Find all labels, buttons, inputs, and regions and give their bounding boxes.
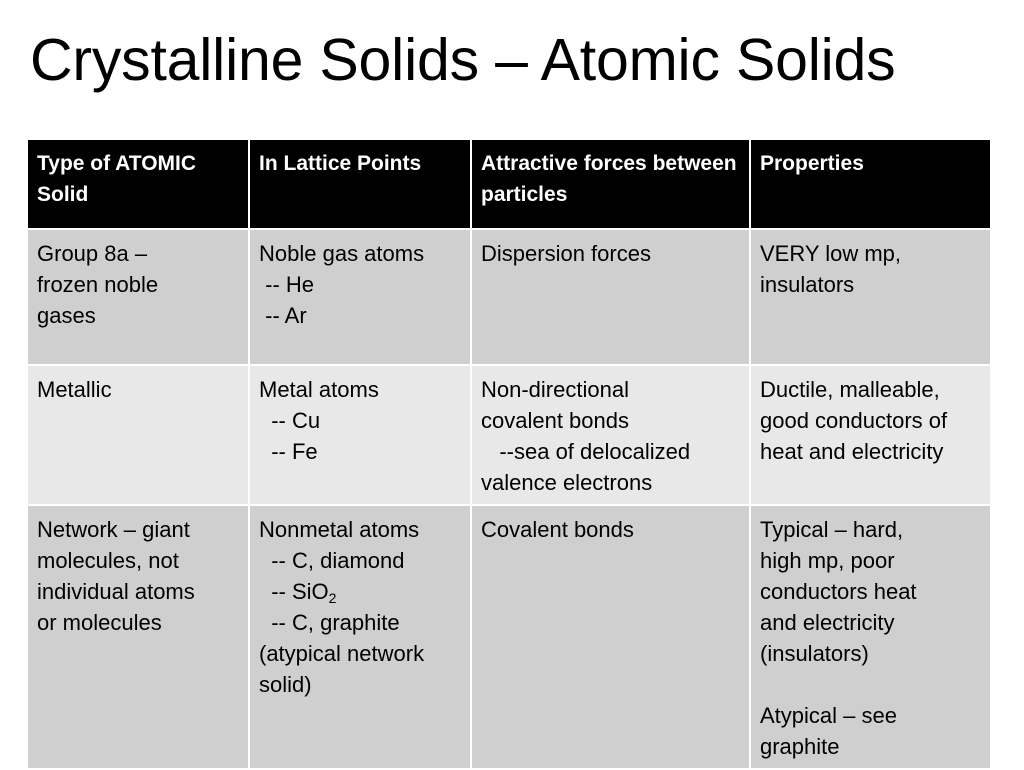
sio2-text: -- SiO [259, 579, 329, 604]
cell-properties [750, 505, 991, 769]
cell-lattice [249, 365, 471, 505]
cell-line: Network – giant [37, 517, 190, 542]
cell-line: VERY low mp, [760, 241, 902, 266]
cell-line: frozen noble [37, 272, 159, 297]
cell-line: Dispersion forces [481, 241, 651, 266]
cell-line: Typical – hard, [760, 517, 904, 542]
cell-line: good conductors of [760, 408, 948, 433]
paragraph-gap [760, 669, 982, 700]
cell-line: conductors heat [760, 579, 917, 604]
table-row-metallic [27, 365, 991, 505]
cell-line: -- Cu [259, 408, 321, 433]
cell-line: --sea of delocalized [481, 439, 691, 464]
table-row-network [27, 505, 991, 769]
cell-properties [750, 229, 991, 365]
table-row-noble-gases [27, 229, 991, 365]
header-cell-lattice: In Lattice Points [249, 139, 471, 229]
cell-line: and electricity [760, 610, 895, 635]
subscript-two: 2 [328, 590, 337, 606]
cell-forces [471, 365, 750, 505]
cell-line: covalent bonds [481, 408, 629, 433]
cell-line: individual atoms [37, 579, 195, 604]
cell-line: high mp, poor [760, 548, 895, 573]
header-cell-type: Type of ATOMIC Solid [27, 139, 249, 229]
cell-line: -- Fe [259, 439, 318, 464]
cell-line: Covalent bonds [481, 517, 634, 542]
cell-line: Noble gas atoms [259, 241, 425, 266]
cell-line: Metal atoms [259, 377, 379, 402]
cell-type [27, 229, 249, 365]
slide-title: Crystalline Solids – Atomic Solids [30, 27, 896, 93]
cell-line: (atypical network [259, 641, 425, 666]
cell-lattice [249, 505, 471, 769]
cell-line: molecules, not [37, 548, 179, 573]
cell-type [27, 365, 249, 505]
cell-line: -- C, graphite [259, 610, 400, 635]
cell-line: Group 8a – [37, 241, 148, 266]
cell-line: valence electrons [481, 470, 653, 495]
cell-type [27, 505, 249, 769]
cell-lattice [249, 229, 471, 365]
cell-line: -- C, diamond [259, 548, 405, 573]
cell-forces [471, 229, 750, 365]
cell-line: Atypical – see [760, 703, 897, 728]
cell-line: Nonmetal atoms [259, 517, 420, 542]
cell-line: (insulators) [760, 641, 869, 666]
cell-line: gases [37, 303, 96, 328]
cell-line: -- Ar [259, 303, 307, 328]
cell-line: Ductile, malleable, [760, 377, 940, 402]
header-cell-forces: Attractive forces between particles [471, 139, 750, 229]
cell-line: solid) [259, 672, 312, 697]
cell-line: -- He [259, 272, 314, 297]
cell-line: Non-directional [481, 377, 629, 402]
cell-line: heat and electricity [760, 439, 944, 464]
header-cell-properties: Properties [750, 139, 991, 229]
cell-forces [471, 505, 750, 769]
cell-line: graphite [760, 734, 840, 759]
cell-line: insulators [760, 272, 855, 297]
cell-line: or molecules [37, 610, 162, 635]
atomic-solids-table [26, 138, 992, 770]
cell-line-sio2 [259, 576, 462, 607]
cell-line: Metallic [37, 377, 112, 402]
cell-properties [750, 365, 991, 505]
header-row [27, 139, 991, 229]
